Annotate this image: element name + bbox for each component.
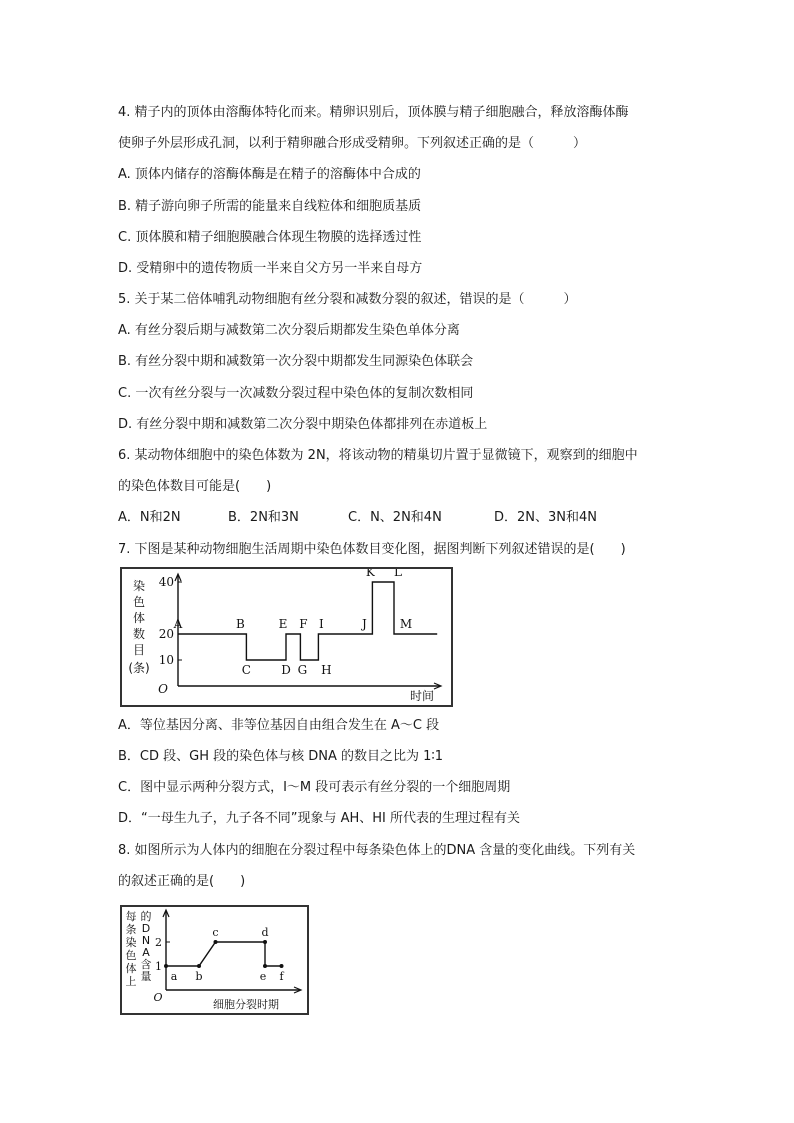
y-tick-label: 40 <box>158 575 174 589</box>
point-label: M <box>399 617 413 631</box>
options-row <box>118 509 597 527</box>
y-axis-label-char: 含 <box>140 958 152 971</box>
y-axis-label-char: 条 <box>125 923 137 936</box>
option-a: A．等位基因分离、非等位基因自由组合发生在 A～C 段 <box>118 718 440 733</box>
option-d: D．“一母生九子，九子各不同”现象与 AH、HI 所代表的生理过程有关 <box>118 811 521 826</box>
point-label: D <box>281 663 291 677</box>
option-c: C．N、2N和4N <box>348 510 442 525</box>
data-point <box>214 940 218 944</box>
option-c: C. 顶体膜和精子细胞膜融合体现生物膜的选择透过性 <box>118 230 422 245</box>
y-tick-label: 10 <box>158 653 174 667</box>
point-label: K <box>365 569 375 579</box>
y-tick-label: 2 <box>155 936 162 949</box>
y-axis-label-char: 色 <box>125 949 137 962</box>
option-b: B．CD 段、GH 段的染色体与核 DNA 的数目之比为 1∶1 <box>118 749 444 764</box>
chart-svg <box>122 569 451 705</box>
series-line <box>178 582 437 660</box>
x-axis-label: 细胞分裂时期 <box>213 998 279 1011</box>
data-point <box>164 964 168 968</box>
option-a: A. 顶体内储存的溶酶体酶是在精子的溶酶体中合成的 <box>118 167 421 182</box>
option-a: A. 有丝分裂后期与减数第二次分裂后期都发生染色单体分离 <box>118 323 460 338</box>
chromosome-count-chart <box>120 567 453 707</box>
data-point <box>197 964 201 968</box>
question-stem: 8. 如图所示为人体内的细胞在分裂过程中每条染色体上的DNA 含量的变化曲线。下列有关 <box>118 843 636 858</box>
origin-label: O <box>158 682 168 696</box>
y-tick-label: 20 <box>158 627 174 641</box>
y-axis-label-char: 染 <box>132 579 146 593</box>
option-c: C. 一次有丝分裂与一次减数分裂过程中染色体的复制次数相同 <box>118 386 474 401</box>
point-label: J <box>361 617 367 631</box>
question-stem: 使卵子外层形成孔洞，以利于精卵融合形成受精卵。下列叙述正确的是（ ） <box>118 136 587 151</box>
y-axis-label-char: N <box>141 934 151 947</box>
point-label: C <box>241 663 251 677</box>
y-tick-label: 1 <box>155 960 162 973</box>
y-axis-label-unit: (条) <box>128 661 150 675</box>
point-label: L <box>394 569 402 579</box>
y-axis-label-char: 染 <box>125 936 137 949</box>
data-point <box>263 940 267 944</box>
option-d: D．2N、3N和4N <box>494 510 597 525</box>
point-label: I <box>319 617 324 631</box>
series-line <box>166 942 282 966</box>
y-axis-label-char: 体 <box>125 962 137 975</box>
origin-label: O <box>153 991 163 1004</box>
y-axis-label-char: 量 <box>140 970 152 983</box>
point-label: H <box>321 663 332 677</box>
point-label: A <box>173 617 183 631</box>
y-axis-label-char: 色 <box>132 595 146 609</box>
data-point <box>280 964 284 968</box>
y-axis-label-char: 的 <box>140 910 152 923</box>
x-axis-label: 时间 <box>409 689 435 703</box>
point-label: a <box>170 970 178 983</box>
point-label: e <box>259 970 267 983</box>
point-label: d <box>261 926 269 939</box>
option-b: B．2N和3N <box>228 510 299 525</box>
question-stem: 的染色体数目可能是( ) <box>118 479 272 494</box>
y-axis-label-char: 体 <box>132 611 146 625</box>
y-axis-label-char: A <box>142 946 150 959</box>
point-label: f <box>279 970 284 983</box>
point-label: B <box>235 617 245 631</box>
option-d: D. 受精卵中的遗传物质一半来自父方另一半来自母方 <box>118 261 423 276</box>
question-stem: 6. 某动物体细胞中的染色体数为 2N，将该动物的精巢切片置于显微镜下，观察到的细胞中 <box>118 448 638 463</box>
y-axis-label-char: 数 <box>132 627 146 641</box>
point-label: F <box>299 617 308 631</box>
point-label: b <box>195 970 203 983</box>
option-c: C．图中显示两种分裂方式，I～M 段可表示有丝分裂的一个细胞周期 <box>118 780 511 795</box>
y-axis-label-char: 每 <box>125 910 137 923</box>
option-b: B. 精子游向卵子所需的能量来自线粒体和细胞质基质 <box>118 199 422 214</box>
dna-content-chart <box>120 905 309 1015</box>
y-axis-label-char: 上 <box>125 975 137 988</box>
chart-svg <box>122 907 307 1013</box>
question-stem: 4. 精子内的顶体由溶酶体特化而来。精卵识别后，顶体膜与精子细胞融合，释放溶酶体酶 <box>118 105 629 120</box>
option-b: B. 有丝分裂中期和减数第一次分裂中期都发生同源染色体联会 <box>118 354 474 369</box>
question-stem: 7. 下图是某种动物细胞生活周期中染色体数目变化图，据图判断下列叙述错误的是( ) <box>118 542 626 557</box>
y-axis-label-char: 目 <box>132 643 146 657</box>
question-stem: 5. 关于某二倍体哺乳动物细胞有丝分裂和减数分裂的叙述，错误的是（ ） <box>118 292 577 307</box>
data-point <box>263 964 267 968</box>
y-axis-label-char: D <box>141 922 151 935</box>
question-stem: 的叙述正确的是( ) <box>118 874 246 889</box>
option-a: A．N和2N <box>118 510 181 525</box>
point-label: E <box>278 617 288 631</box>
point-label: G <box>297 663 308 677</box>
point-label: c <box>212 926 219 939</box>
option-d: D. 有丝分裂中期和减数第二次分裂中期染色体都排列在赤道板上 <box>118 417 488 432</box>
